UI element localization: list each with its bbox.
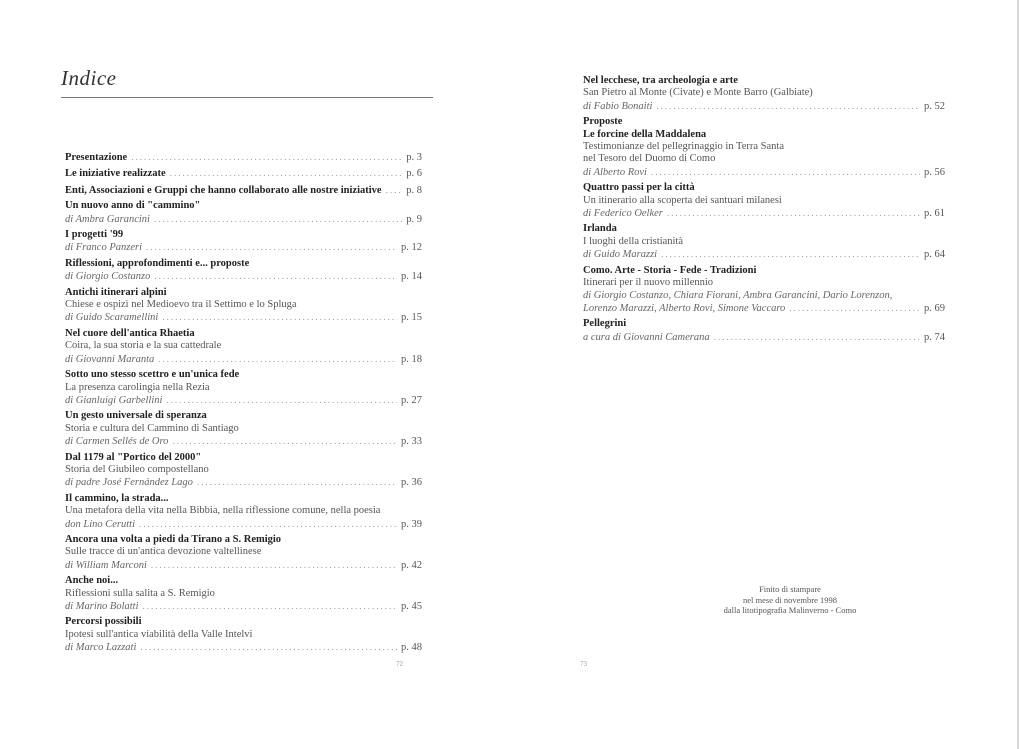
left-page xyxy=(0,0,505,749)
page-number-right: 73 xyxy=(580,660,587,668)
entry-title: Pellegrini xyxy=(583,318,627,330)
toc-line xyxy=(583,277,945,289)
toc-line xyxy=(65,213,422,226)
toc-line xyxy=(65,369,422,381)
entry-title: Como. Arte - Storia - Fede - Tradizioni xyxy=(583,264,757,276)
entry-author: di Ambra Garancini xyxy=(65,213,150,225)
entry-title: Sotto uno stesso scettro e un'unica fede xyxy=(65,369,240,381)
toc-entry xyxy=(65,287,422,325)
entry-author: di padre José Fernández Lago xyxy=(65,477,193,489)
leader-dots xyxy=(651,166,920,178)
entry-subtitle: nel Tesoro del Duomo di Como xyxy=(583,153,716,165)
toc-line xyxy=(65,575,422,587)
page-reference: p. 27 xyxy=(401,394,422,406)
entry-title: Irlanda xyxy=(583,223,617,235)
toc-line xyxy=(65,534,422,546)
page-reference: p. 33 xyxy=(401,436,422,448)
leader-dots xyxy=(146,241,397,253)
entry-title: Un nuovo anno di "cammino" xyxy=(65,200,201,212)
entry-title: Proposte xyxy=(583,116,623,128)
entry-title: Un gesto universale di speranza xyxy=(65,410,207,422)
entry-author: Lorenzo Marazzi, Alberto Rovi, Simone Vaccaro xyxy=(583,302,786,314)
leader-dots xyxy=(140,641,397,653)
toc-line xyxy=(65,353,422,366)
entry-author: di Giorgio Costanzo, Chiara Fiorani, Ambra Garancini, Dario Lorenzon, xyxy=(583,289,893,301)
entry-author: di Alberto Rovi xyxy=(583,166,647,178)
toc-entry xyxy=(583,75,945,113)
leader-dots xyxy=(661,248,920,260)
entry-title: Le iniziative realizzate xyxy=(65,168,166,180)
colophon xyxy=(700,584,880,616)
page-reference: p. 45 xyxy=(401,601,422,612)
entry-author: di Marco Lazzati xyxy=(65,642,137,654)
toc-line xyxy=(65,167,422,180)
leader-dots xyxy=(197,476,397,488)
entry-author: di Guido Scaramellini xyxy=(65,312,159,324)
page-reference: p. 61 xyxy=(924,208,945,220)
toc-line xyxy=(65,258,422,270)
toc-line xyxy=(65,493,422,505)
entry-title: Quattro passi per la città xyxy=(583,182,695,194)
page-reference: p. 52 xyxy=(924,100,945,112)
right-table-of-contents xyxy=(583,75,945,347)
toc-line xyxy=(583,100,945,113)
toc-line xyxy=(65,559,422,572)
page-reference: p. 3 xyxy=(406,152,422,163)
toc-line xyxy=(583,302,945,315)
toc-line xyxy=(65,200,422,212)
entry-title: Dal 1179 al "Portico del 2000" xyxy=(65,451,202,463)
toc-line xyxy=(65,629,422,641)
entry-title: Presentazione xyxy=(65,152,128,163)
entry-subtitle: Chiese e ospizi nel Medioevo tra il Settimo e lo Spluga xyxy=(65,299,297,311)
toc-line xyxy=(65,452,422,464)
entry-author: di Fabio Bonaiti xyxy=(583,100,653,112)
entry-author: di Giorgio Costanzo xyxy=(65,271,151,283)
toc-line xyxy=(583,207,945,220)
toc-line xyxy=(65,270,422,283)
entry-author: di Giovanni Maranta xyxy=(65,353,155,365)
leader-dots xyxy=(154,270,397,282)
page-reference: p. 56 xyxy=(924,166,945,178)
toc-entry xyxy=(583,116,945,179)
entry-author: don Lino Cerutti xyxy=(65,518,136,530)
entry-author: di Carmen Sellés de Oro xyxy=(65,436,169,448)
colophon-line: Finito di stampare xyxy=(759,584,821,594)
toc-line xyxy=(65,476,422,489)
entry-subtitle: Riflessioni sulla salita a S. Remigio xyxy=(65,587,215,599)
entry-title: Enti, Associazioni e Gruppi che hanno collaborato alle nostre iniziative xyxy=(65,184,382,196)
entry-title: Il cammino, la strada... xyxy=(65,492,169,504)
page-reference: p. 18 xyxy=(401,353,422,365)
page-reference: p. 14 xyxy=(401,271,422,283)
toc-entry xyxy=(65,616,422,654)
entry-subtitle: Ipotesi sull'antica viabilità della Valle Intelvi xyxy=(65,628,253,640)
toc-entry xyxy=(65,167,422,180)
page-reference: p. 12 xyxy=(401,242,422,254)
toc-line xyxy=(65,340,422,352)
page-number-left: 72 xyxy=(396,660,403,668)
toc-entry xyxy=(65,493,422,531)
leader-dots xyxy=(386,184,403,196)
entry-author: di Marino Bolatti xyxy=(65,601,139,612)
leader-dots xyxy=(166,394,397,406)
toc-entry xyxy=(65,328,422,366)
toc-line xyxy=(65,616,422,628)
toc-line xyxy=(583,75,945,87)
leader-dots xyxy=(151,559,397,571)
page-reference: p. 69 xyxy=(924,302,945,314)
leader-dots xyxy=(667,207,920,219)
toc-line xyxy=(65,328,422,340)
entry-author: di Federico Oelker xyxy=(583,208,663,220)
toc-entry xyxy=(65,575,422,613)
toc-entry xyxy=(583,318,945,344)
toc-entry xyxy=(65,452,422,490)
leader-dots xyxy=(143,600,398,612)
toc-entry xyxy=(583,182,945,220)
colophon-line: nel mese di novembre 1998 xyxy=(743,594,837,605)
toc-line xyxy=(65,423,422,435)
toc-line xyxy=(583,141,945,153)
entry-subtitle: Coira, la sua storia e la sua cattedrale xyxy=(65,340,222,352)
leader-dots xyxy=(154,213,402,225)
page-reference: p. 15 xyxy=(401,312,422,324)
entry-subtitle: Storia del Giubileo compostellano xyxy=(65,463,209,475)
entry-title: Antichi itinerari alpini xyxy=(65,286,167,298)
toc-line xyxy=(583,331,945,344)
toc-entry xyxy=(583,223,945,261)
toc-line xyxy=(65,184,422,197)
page-reference: p. 48 xyxy=(401,642,422,654)
leader-dots xyxy=(172,435,397,447)
entry-title: Nel lecchese, tra archeologia e arte xyxy=(583,75,738,86)
toc-line xyxy=(65,518,422,531)
entry-subtitle: Una metafora della vita nella Bibbia, nella riflessione comune, nella poesia xyxy=(65,505,381,517)
leader-dots xyxy=(170,167,403,179)
toc-line xyxy=(583,223,945,235)
toc-line xyxy=(65,382,422,394)
toc-line xyxy=(583,116,945,128)
entry-title: Nel cuore dell'antica Rhaetia xyxy=(65,327,195,339)
toc-line xyxy=(583,265,945,277)
entry-subtitle: Un itinerario alla scoperta dei santuari milanesi xyxy=(583,194,782,206)
toc-entry xyxy=(65,369,422,407)
page-reference: p. 39 xyxy=(401,518,422,530)
leader-dots xyxy=(656,100,920,112)
right-page xyxy=(505,0,1019,749)
toc-line xyxy=(583,166,945,179)
entry-subtitle: La presenza carolingia nella Rezia xyxy=(65,381,210,393)
left-table-of-contents xyxy=(65,151,422,658)
entry-subtitle: Sulle tracce di un'antica devozione valtellinese xyxy=(65,546,262,558)
toc-line xyxy=(583,129,945,141)
page-reference: p. 64 xyxy=(924,249,945,261)
entry-title: Le forcine della Maddalena xyxy=(583,128,707,140)
toc-entry xyxy=(65,200,422,226)
leader-dots xyxy=(714,331,920,343)
leader-dots xyxy=(131,151,402,163)
entry-author: di Guido Marazzi xyxy=(583,249,658,261)
toc-line xyxy=(65,394,422,407)
toc-line xyxy=(583,182,945,194)
page-reference: p. 9 xyxy=(406,213,422,225)
toc-line xyxy=(65,600,422,613)
toc-line xyxy=(65,151,422,164)
page-reference: p. 42 xyxy=(401,559,422,571)
entry-author: di Gianluigi Garbellini xyxy=(65,394,163,406)
leader-dots xyxy=(139,518,397,530)
page-reference: p. 6 xyxy=(406,168,422,180)
toc-entry xyxy=(65,184,422,197)
colophon-line: dalla litotipografia Malinverno - Como xyxy=(723,605,857,615)
entry-title: Percorsi possibili xyxy=(65,616,142,628)
entry-subtitle: I luoghi della cristianità xyxy=(583,235,684,247)
entry-subtitle: Testimonianze del pellegrinaggio in Terra Santa xyxy=(583,141,784,153)
toc-entry xyxy=(65,534,422,572)
index-title: Indice xyxy=(61,66,117,90)
page-reference: p. 8 xyxy=(406,184,422,196)
toc-line xyxy=(65,241,422,254)
toc-line xyxy=(65,641,422,654)
toc-line xyxy=(65,546,422,558)
entry-author: di William Marconi xyxy=(65,559,147,571)
toc-line xyxy=(583,318,945,330)
entry-author: di Franco Panzeri xyxy=(65,242,142,254)
toc-line xyxy=(65,410,422,422)
toc-line xyxy=(65,464,422,476)
toc-line xyxy=(65,229,422,241)
title-rule xyxy=(61,97,433,98)
toc-line xyxy=(583,195,945,207)
toc-line xyxy=(65,505,422,517)
page-reference: p. 74 xyxy=(924,331,945,343)
entry-title: I progetti '99 xyxy=(65,229,124,241)
toc-line xyxy=(583,87,945,99)
toc-line xyxy=(65,588,422,600)
toc-line xyxy=(65,287,422,299)
toc-entry xyxy=(65,258,422,284)
toc-line xyxy=(583,290,945,302)
toc-line xyxy=(583,248,945,261)
toc-line xyxy=(65,311,422,324)
toc-entry xyxy=(65,229,422,255)
toc-line xyxy=(65,299,422,311)
toc-line xyxy=(583,236,945,248)
leader-dots xyxy=(162,311,397,323)
entry-title: Anche noi... xyxy=(65,575,119,587)
toc-entry xyxy=(65,410,422,448)
toc-line xyxy=(583,153,945,165)
entry-subtitle: Storia e cultura del Cammino di Santiago xyxy=(65,422,239,434)
entry-subtitle: Itinerari per il nuovo millennio xyxy=(583,277,714,289)
entry-title: Ancora una volta a piedi da Tirano a S. Remigio xyxy=(65,533,282,545)
toc-entry xyxy=(65,151,422,164)
page-reference: p. 36 xyxy=(401,477,422,489)
toc-line xyxy=(65,435,422,448)
leader-dots xyxy=(789,302,920,314)
entry-title: Riflessioni, approfondimenti e... proposte xyxy=(65,257,250,269)
toc-entry xyxy=(583,265,945,316)
entry-subtitle: San Pietro al Monte (Civate) e Monte Barro (Galbiate) xyxy=(583,87,813,99)
leader-dots xyxy=(158,353,397,365)
entry-author: a cura di Giovanni Camerana xyxy=(583,331,710,343)
